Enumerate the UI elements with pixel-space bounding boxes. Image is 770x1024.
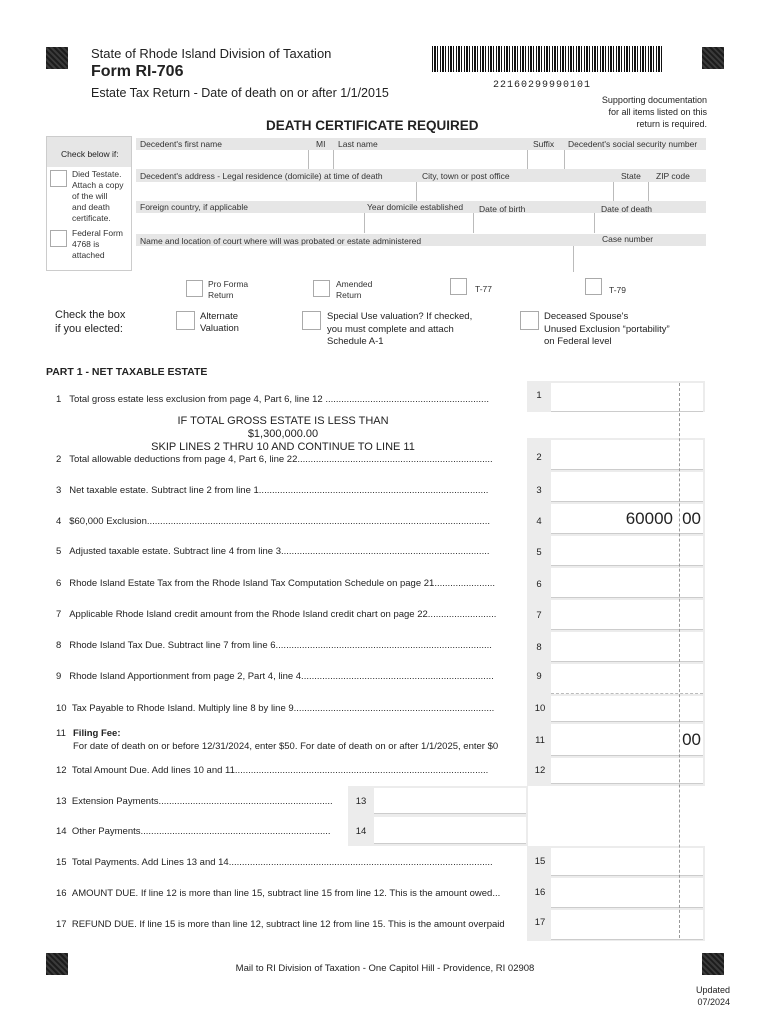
cents-separator bbox=[679, 383, 680, 938]
deceased-spouse-checkbox[interactable] bbox=[520, 311, 539, 330]
date-of-birth-input[interactable] bbox=[474, 213, 594, 233]
line-2-box-label: 2 bbox=[536, 452, 542, 463]
line-1-row: 1 Total gross estate less exclusion from page 4, Part 6, line 12 .............................................................. bbox=[56, 394, 489, 405]
suffix-input[interactable] bbox=[528, 150, 564, 169]
zip-label: ZIP code bbox=[656, 171, 690, 181]
line-15-box-label: 15 bbox=[534, 856, 546, 867]
amended-checkbox[interactable] bbox=[313, 280, 330, 297]
line-3-box-label: 3 bbox=[536, 485, 542, 496]
line-7-row: 7 Applicable Rhode Island credit amount from the Rhode Island credit chart on page 22.......................... bbox=[56, 609, 497, 620]
alternate-valuation-checkbox[interactable] bbox=[176, 311, 195, 330]
line-11-title: Filing Fee: bbox=[73, 728, 121, 739]
line-8-box-label: 8 bbox=[536, 642, 542, 653]
registration-mark-top-right bbox=[702, 47, 724, 69]
ssn-label: Decedent's social security number bbox=[568, 139, 698, 149]
federal-form-label: Federal Form 4768 is attached bbox=[72, 228, 124, 260]
part1-title: PART 1 - NET TAXABLE ESTATE bbox=[46, 366, 208, 378]
check-below-panel bbox=[46, 136, 132, 271]
foreign-country-label: Foreign country, if applicable bbox=[140, 202, 249, 212]
t77-label: T-77 bbox=[475, 284, 493, 294]
line-1-amount-input[interactable] bbox=[551, 383, 703, 412]
barcode bbox=[432, 46, 664, 72]
mi-input[interactable] bbox=[309, 150, 333, 169]
line-10-row: 10 Tax Payable to Rhode Island. Multiply line 8 by line 9............................................................................ bbox=[56, 703, 495, 714]
supporting-doc-note: Supporting documentation for all items listed on this return is required. bbox=[601, 95, 707, 129]
state-input[interactable] bbox=[614, 182, 648, 201]
line-12-amount-input[interactable] bbox=[551, 758, 703, 784]
line-13-box-label: 13 bbox=[355, 796, 367, 807]
line-15-row: 15 Total Payments. Add Lines 13 and 14.................................................................................................... bbox=[56, 857, 493, 868]
special-use-checkbox[interactable] bbox=[302, 311, 321, 330]
t77-checkbox[interactable] bbox=[450, 278, 467, 295]
died-testate-label: Died Testate. Attach a copy of the will and death certificate. bbox=[72, 169, 124, 223]
line-12-row: 12 Total Amount Due. Add lines 10 and 11................................................................................................ bbox=[56, 765, 489, 776]
year-domicile-label: Year domicile established bbox=[367, 202, 464, 212]
federal-form-checkbox[interactable] bbox=[50, 230, 67, 247]
court-label: Name and location of court where will was probated or estate administered bbox=[140, 236, 422, 246]
line-15-amount-input[interactable] bbox=[551, 848, 703, 876]
case-number-input[interactable] bbox=[574, 246, 706, 272]
line-11-box-label: 11 bbox=[535, 735, 545, 746]
line-8-row: 8 Rhode Island Tax Due. Subtract line 7 from line 6.................................................................................. bbox=[56, 640, 492, 651]
line-10-amount-input[interactable] bbox=[551, 696, 703, 722]
suffix-label: Suffix bbox=[533, 139, 555, 149]
line-14-amount-input[interactable] bbox=[374, 817, 526, 844]
barcode-number: 22160299990101 bbox=[493, 80, 592, 91]
pro-forma-checkbox[interactable] bbox=[186, 280, 203, 297]
line-13-amount-input[interactable] bbox=[374, 788, 526, 814]
mi-label: MI bbox=[316, 139, 326, 149]
line-16-box-label: 16 bbox=[534, 887, 546, 898]
line-4-box-label: 4 bbox=[536, 516, 542, 527]
deceased-spouse-label: Deceased Spouse's Unused Exclusion “portability” on Federal level bbox=[544, 311, 670, 347]
check-box-elected-label: Check the box if you elected: bbox=[55, 309, 126, 335]
foreign-country-input[interactable] bbox=[136, 213, 364, 233]
case-number-label: Case number bbox=[602, 234, 654, 244]
decedent-info-grid bbox=[136, 138, 706, 272]
city-input[interactable] bbox=[417, 182, 613, 201]
form-subtitle: Estate Tax Return - Date of death on or after 1/1/2015 bbox=[91, 86, 389, 100]
zip-input[interactable] bbox=[649, 182, 706, 201]
line-12-box-label: 12 bbox=[534, 765, 546, 776]
form-number: Form RI-706 bbox=[91, 63, 184, 80]
skip-lines-notice: IF TOTAL GROSS ESTATE IS LESS THAN $1,300,000.00 SKIP LINES 2 THRU 10 AND CONTINUE TO LINE 11 bbox=[151, 415, 415, 453]
first-name-input[interactable] bbox=[136, 150, 308, 169]
line-13-row: 13 Extension Payments.................................................................. bbox=[56, 796, 333, 807]
line-3-row: 3 Net taxable estate. Subtract line 2 from line 1....................................................................................... bbox=[56, 485, 489, 496]
mail-to-address: Mail to RI Division of Taxation - One Capitol Hill - Providence, RI 02908 bbox=[235, 963, 535, 974]
date-of-death-label: Date of death bbox=[601, 204, 653, 214]
line-6-box-label: 6 bbox=[536, 579, 542, 590]
line-9-amount-input[interactable] bbox=[551, 664, 703, 694]
died-testate-checkbox[interactable] bbox=[50, 170, 67, 187]
line-16-amount-input[interactable] bbox=[551, 878, 703, 908]
date-of-death-input[interactable] bbox=[595, 213, 706, 233]
line-5-box-label: 5 bbox=[536, 547, 542, 558]
line-8-amount-input[interactable] bbox=[551, 632, 703, 662]
line-7-box-label: 7 bbox=[536, 610, 542, 621]
line-5-amount-input[interactable] bbox=[551, 536, 703, 566]
line-4-row: 4 $60,000 Exclusion.................................................................................................................................. bbox=[56, 516, 490, 527]
registration-mark-top-left bbox=[46, 47, 68, 69]
line-4-amount-input[interactable] bbox=[551, 504, 703, 534]
amended-label: Amended Return bbox=[336, 279, 373, 300]
line-11-number: 11 bbox=[56, 728, 66, 739]
line-9-row: 9 Rhode Island Apportionment from page 2, Part 4, line 4......................................................................... bbox=[56, 671, 494, 682]
line-6-amount-input[interactable] bbox=[551, 568, 703, 598]
year-domicile-input[interactable] bbox=[365, 213, 473, 233]
line-4-cents: 00 bbox=[682, 509, 701, 528]
line-11-cents: 00 bbox=[682, 730, 701, 749]
state-label: State bbox=[621, 171, 641, 181]
city-label: City, town or post office bbox=[422, 171, 510, 181]
date-of-birth-label: Date of birth bbox=[479, 204, 526, 214]
ssn-input[interactable] bbox=[565, 150, 706, 169]
line-10-box-label: 10 bbox=[534, 703, 546, 714]
line-5-row: 5 Adjusted taxable estate. Subtract line 4 from line 3............................................................................... bbox=[56, 546, 490, 557]
line-17-box-label: 17 bbox=[534, 917, 546, 928]
address-input[interactable] bbox=[136, 182, 416, 201]
check-below-title: Check below if: bbox=[61, 149, 119, 159]
line-16-row: 16 AMOUNT DUE. If line 12 is more than line 15, subtract line 15 from line 12. This is the amount owed... bbox=[56, 888, 501, 899]
updated-date: Updated 07/2024 bbox=[695, 985, 730, 1007]
pro-forma-label: Pro Forma Return bbox=[208, 279, 249, 300]
last-name-label: Last name bbox=[338, 139, 378, 149]
line-17-row: 17 REFUND DUE. If line 15 is more than line 12, subtract line 12 from line 15. This is the amount overpaid bbox=[56, 919, 505, 930]
line-7-amount-input[interactable] bbox=[551, 600, 703, 630]
line-4-dollars: 60000 bbox=[625, 509, 673, 528]
agency-name: State of Rhode Island Division of Taxation bbox=[91, 46, 332, 61]
court-input[interactable] bbox=[136, 246, 573, 272]
line-11-text: For date of death on or before 12/31/2024, enter $50. For date of death on or after 1/1/2025, enter $0 bbox=[73, 741, 499, 752]
line-2-row: 2 Total allowable deductions from page 4, Part 6, line 22.......................................................................... bbox=[56, 454, 493, 465]
alternate-valuation-label: Alternate Valuation bbox=[200, 311, 239, 334]
special-use-label: Special Use valuation? If checked, you must complete and attach Schedule A-1 bbox=[327, 311, 473, 347]
t79-label: T-79 bbox=[609, 285, 627, 295]
line-11-amount-input[interactable] bbox=[551, 724, 703, 756]
last-name-input[interactable] bbox=[334, 150, 527, 169]
line-9-box-label: 9 bbox=[536, 671, 542, 682]
t79-checkbox[interactable] bbox=[585, 278, 602, 295]
line-14-box-label: 14 bbox=[355, 826, 367, 837]
line-2-amount-input[interactable] bbox=[551, 440, 703, 470]
first-name-label: Decedent's first name bbox=[140, 139, 222, 149]
line-6-row: 6 Rhode Island Estate Tax from the Rhode Island Tax Computation Schedule on page 21....................... bbox=[56, 578, 496, 589]
address-label: Decedent's address - Legal residence (domicile) at time of death bbox=[140, 171, 383, 181]
line-17-amount-input[interactable] bbox=[551, 910, 703, 940]
line-14-row: 14 Other Payments........................................................................ bbox=[56, 826, 331, 837]
line-1-box-label: 1 bbox=[536, 390, 542, 401]
death-certificate-required: DEATH CERTIFICATE REQUIRED bbox=[266, 118, 479, 133]
line-3-amount-input[interactable] bbox=[551, 472, 703, 502]
